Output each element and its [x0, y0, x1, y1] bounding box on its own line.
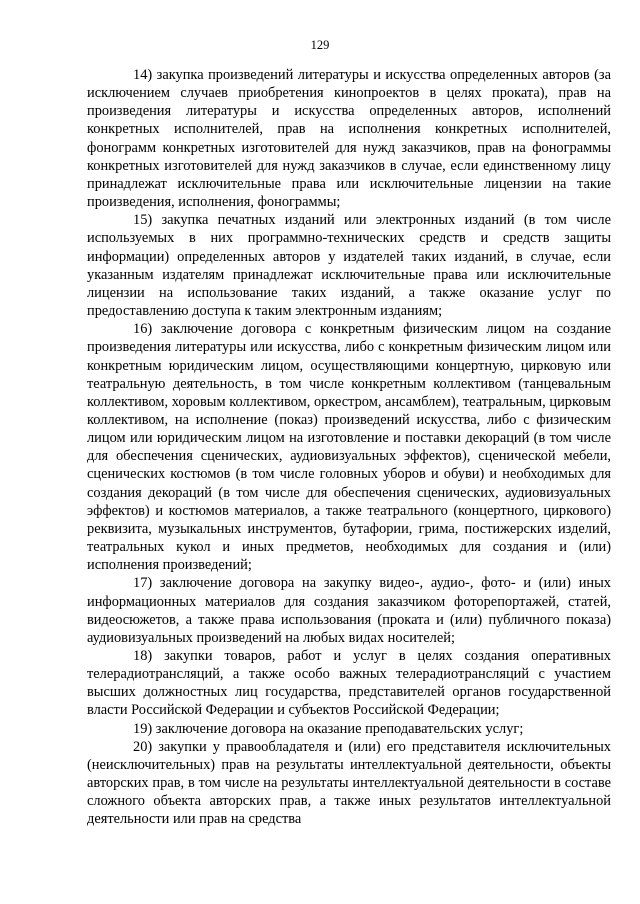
- document-body: [87, 66, 611, 829]
- paragraph-item-20: 20) закупки у правообладателя и (или) его представителя исключительных (неисключительных) прав на результаты интеллектуальной деятельности, объекты авторских прав, в том числе на результаты интеллектуальной деятельности в составе сложного объекта авторских прав, а также иных результатов интеллектуальной деятельности или прав на средства: [87, 738, 611, 828]
- paragraph-item-18: 18) закупки товаров, работ и услуг в целях создания оперативных телерадиотрансляций, а также особо важных телерадиотрансляций с участием высших должностных лиц государства, представителей органов государственной власти Российской Федерации и субъектов Российской Федерации;: [87, 648, 611, 719]
- page-number: 129: [310, 38, 330, 52]
- paragraph-item-16: 16) заключение договора с конкретным физическим лицом на создание произведения литературы или искусства, либо с конкретным физическим лицом или конкретным юридическим лицом, осуществляющими концертную, цирковую или театральную деятельность, в том числе конкретным коллективом (танцевальным коллективом, хоровым коллективом, оркестром, ансамблем), театральным, цирковым коллективом, на исполнение (показ) произведений искусства, либо с физическим лицом или юридическим лицом на изготовление и поставки декораций (в том числе для обеспечения сценических, аудиовизуальных эффектов), сценической мебели, сценических костюмов (в том числе головных уборов и обуви) и необходимых для создания декораций (в том числе для обеспечения сценических, аудиовизуальных эффектов) и костюмов материалов, а также театрального (концертного, циркового) реквизита, музыкальных инструментов, бутафории, грима, постижерских изделий, театральных кукол и иных предметов, необходимых для создания и (или) исполнения произведений;: [87, 321, 611, 574]
- paragraph-item-15: 15) закупка печатных изданий или электронных изданий (в том числе используемых в них программно-технических средств и средств защиты информации) определенных авторов у издателей таких изданий, в случае, если указанным издателям принадлежат исключительные права или исключительные лицензии на использование таких изданий, а также оказание услуг по предоставлению доступа к таким электронным изданиям;: [87, 212, 611, 320]
- paragraph-item-14: 14) закупка произведений литературы и искусства определенных авторов (за исключением случаев приобретения кинопроектов в целях проката), прав на произведения литературы и искусства определенных авторов, исполнений конкретных исполнителей, прав на исполнения конкретных исполнителей, фонограмм конкретных изготовителей для нужд заказчиков, прав на фонограммы конкретных изготовителей для нужд заказчиков в случае, если единственному лицу принадлежат исключительные права или исключительные лицензии на такие произведения, исполнения, фонограммы;: [87, 67, 611, 211]
- paragraph-item-17: 17) заключение договора на закупку видео-, аудио-, фото- и (или) иных информационных материалов для создания заказчиком фоторепортажей, статей, видеосюжетов, а также права использования (проката и (или) публичного показа) аудиовизуальных произведений на любых видах носителей;: [87, 575, 611, 646]
- paragraph-item-19: 19) заключение договора на оказание преподавательских услуг;: [133, 720, 524, 737]
